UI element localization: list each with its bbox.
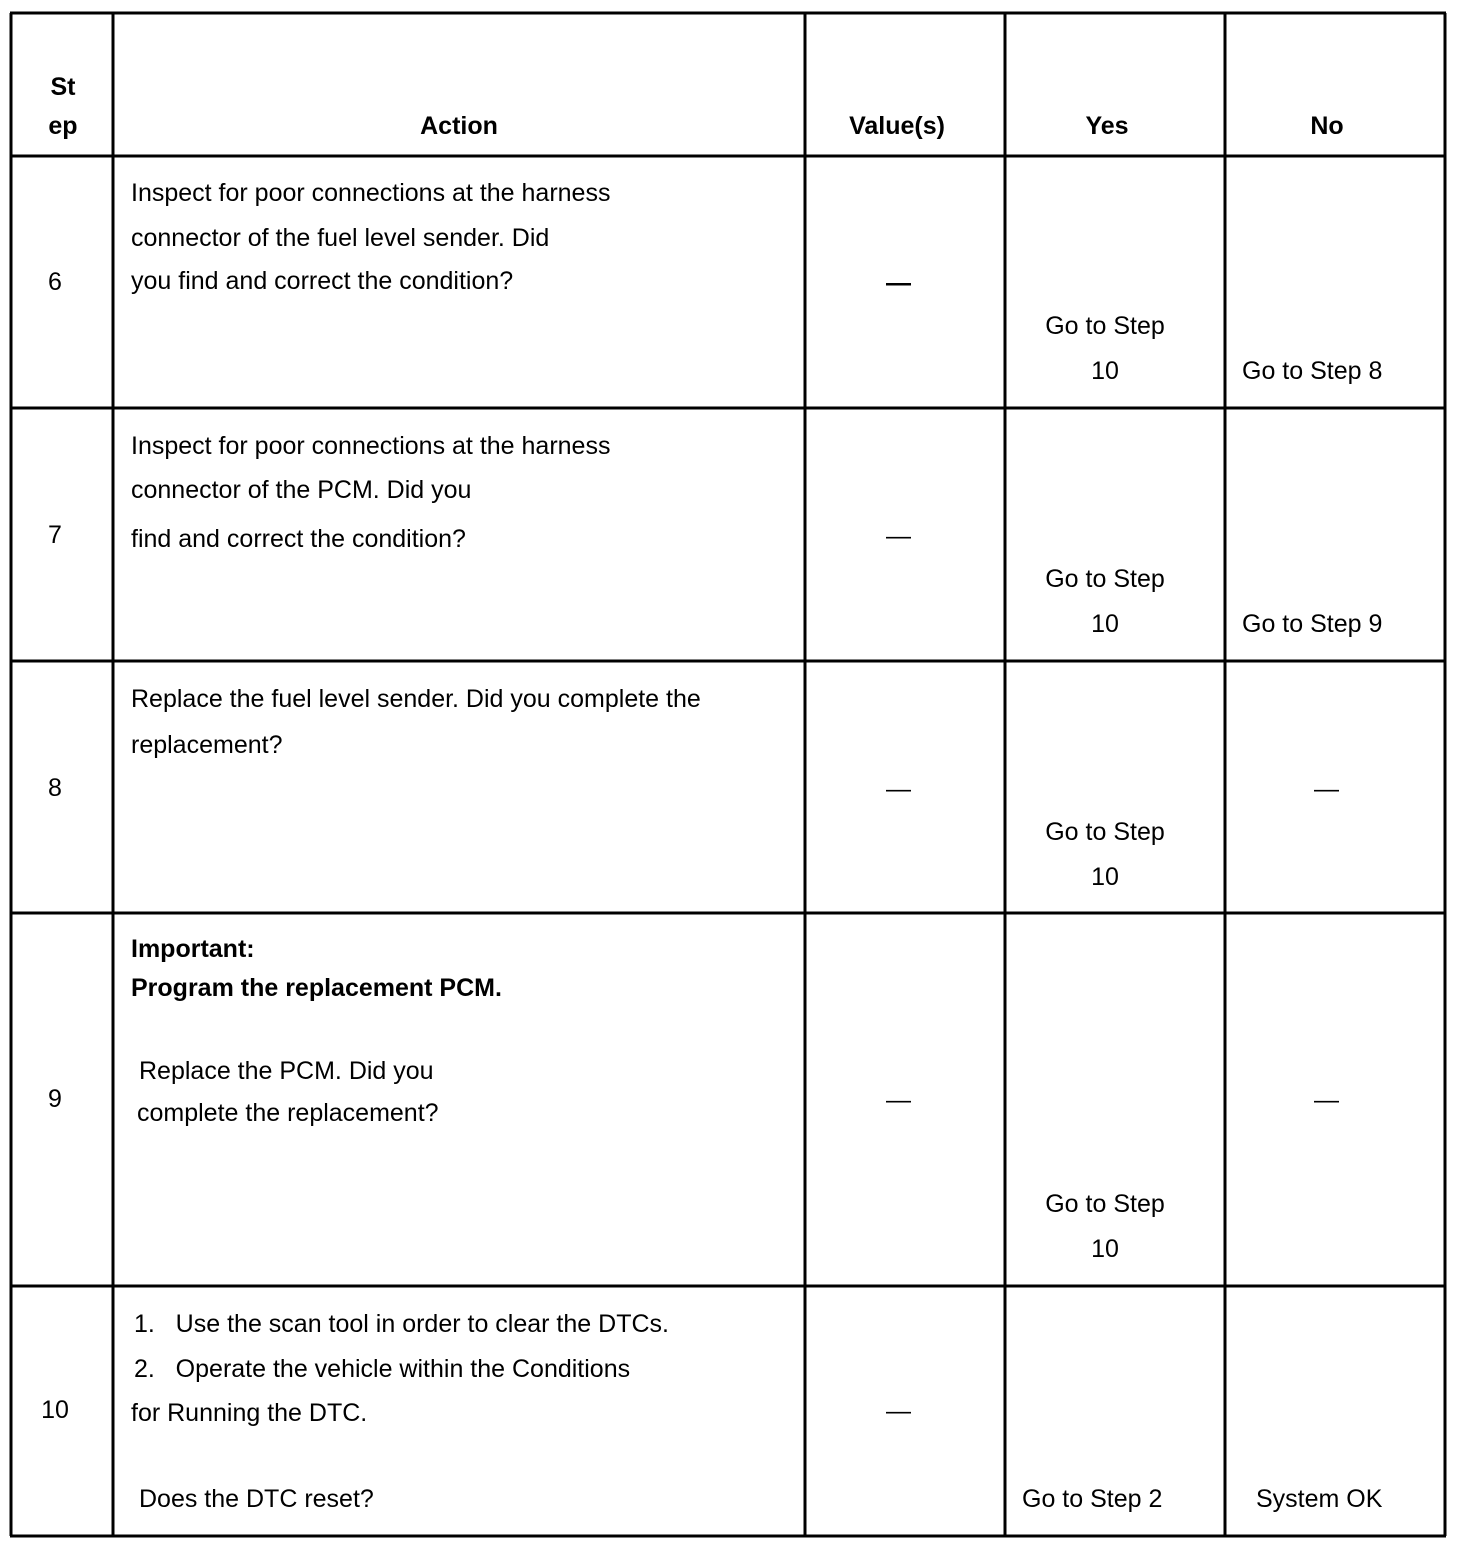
row-9-action-line2: complete the replacement? bbox=[137, 1099, 439, 1127]
header-action: Action bbox=[420, 112, 498, 140]
row-10-step: 10 bbox=[41, 1396, 69, 1424]
row-9-no: — bbox=[1314, 1086, 1339, 1114]
row-6-action-line3: you find and correct the condition? bbox=[131, 267, 514, 295]
header-step-line1: St bbox=[50, 73, 76, 101]
row-7-action-line2: connector of the PCM. Did you bbox=[131, 476, 472, 504]
row-10-action-line2: 2. Operate the vehicle within the Conditions bbox=[134, 1355, 631, 1383]
row-6-no: Go to Step 8 bbox=[1242, 357, 1383, 385]
row-8-yes-line2: 10 bbox=[1091, 863, 1119, 891]
row-8-action-line2: replacement? bbox=[131, 731, 283, 759]
row-6-value: — bbox=[886, 269, 911, 297]
row-7-value: — bbox=[886, 522, 911, 550]
row-10-value: — bbox=[886, 1397, 911, 1425]
row-8-action-line1: Replace the fuel level sender. Did you complete the bbox=[131, 685, 701, 713]
row-9-yes-line2: 10 bbox=[1091, 1235, 1119, 1263]
row-9-value: — bbox=[886, 1086, 911, 1114]
row-9-action-line1: Replace the PCM. Did you bbox=[139, 1057, 434, 1085]
header-values: Value(s) bbox=[849, 112, 945, 140]
row-6-yes-line1: Go to Step bbox=[1045, 312, 1165, 340]
row-10-action-line1: 1. Use the scan tool in order to clear the DTCs. bbox=[134, 1310, 669, 1338]
row-8-yes-line1: Go to Step bbox=[1045, 818, 1165, 846]
row-6-step: 6 bbox=[48, 268, 62, 296]
row-7-yes-line1: Go to Step bbox=[1045, 565, 1165, 593]
row-10-action-line4: Does the DTC reset? bbox=[139, 1485, 374, 1513]
row-9-step: 9 bbox=[48, 1085, 62, 1113]
header-step-line2: ep bbox=[48, 112, 78, 140]
row-10-yes: Go to Step 2 bbox=[1022, 1485, 1163, 1513]
row-8-value: — bbox=[886, 775, 911, 803]
row-7-step: 7 bbox=[48, 521, 62, 549]
row-10-action-line3: for Running the DTC. bbox=[131, 1399, 368, 1427]
row-9-yes-line1: Go to Step bbox=[1045, 1190, 1165, 1218]
row-8-step: 8 bbox=[48, 774, 62, 802]
row-6-action-line2: connector of the fuel level sender. Did bbox=[131, 224, 550, 252]
row-6-yes-line2: 10 bbox=[1091, 357, 1119, 385]
row-7-no: Go to Step 9 bbox=[1242, 610, 1383, 638]
row-7-action-line1: Inspect for poor connections at the harness bbox=[131, 432, 611, 460]
row-9-important-label: Important: bbox=[131, 935, 255, 963]
row-8-no: — bbox=[1314, 775, 1339, 803]
row-7-action-line3: find and correct the condition? bbox=[131, 525, 466, 553]
header-yes: Yes bbox=[1085, 112, 1129, 140]
row-9-important-text: Program the replacement PCM. bbox=[131, 974, 502, 1002]
row-10-no: System OK bbox=[1256, 1485, 1383, 1513]
row-7-yes-line2: 10 bbox=[1091, 610, 1119, 638]
row-6-action-line1: Inspect for poor connections at the harness bbox=[131, 179, 611, 207]
header-no: No bbox=[1310, 112, 1344, 140]
